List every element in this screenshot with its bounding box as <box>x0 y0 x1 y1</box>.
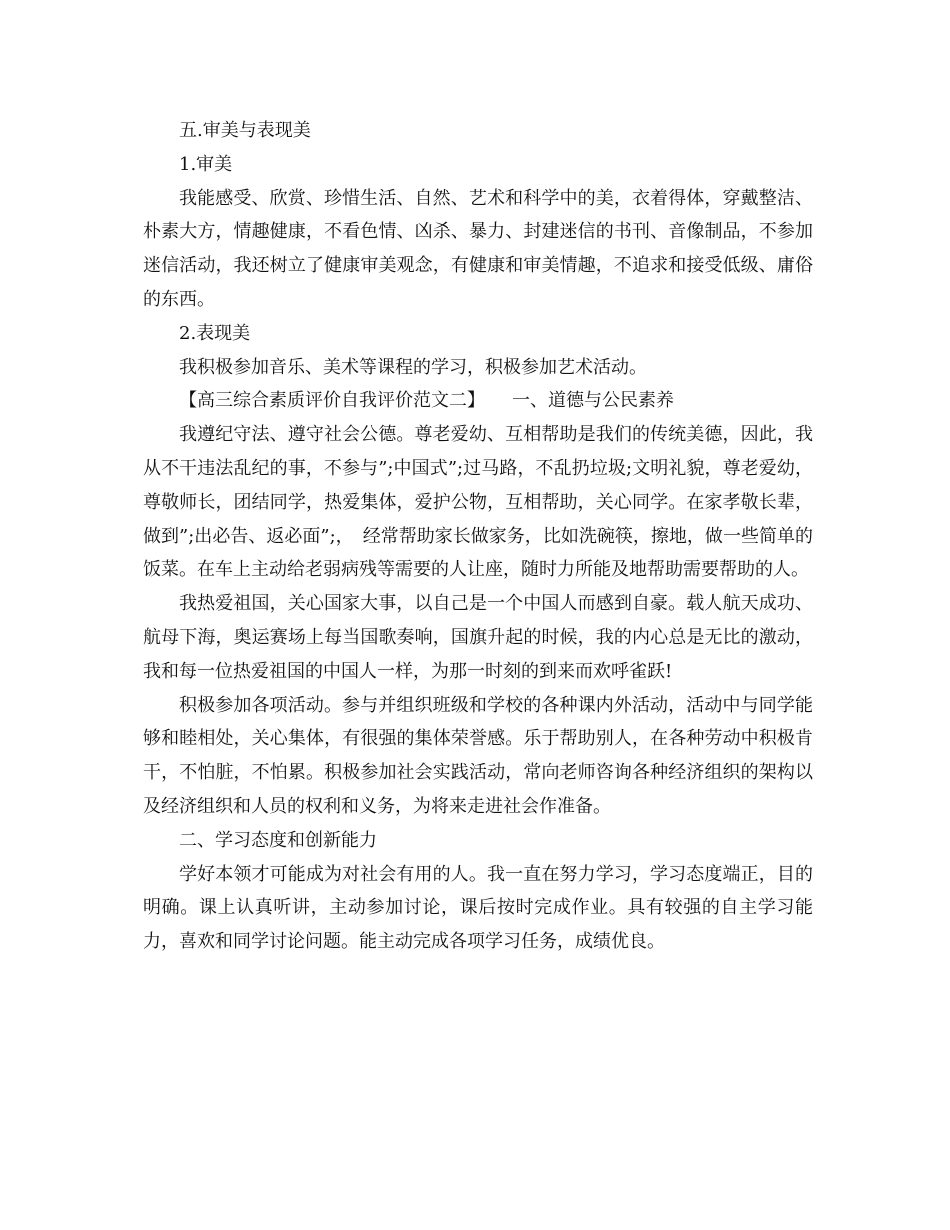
sample-title-and-section-heading: 【高三综合素质评价自我评价范文二】 一、道德与公民素养 <box>179 390 674 412</box>
paragraph-patriotism: 我热爱祖国，关心国家大事，以自己是一个中国人而感到自豪。载人航天成功、航母下海，奥运赛场上每当国歌奏响，国旗升起的时候，我的内心总是无比的激动，我和每一位热爱祖国的中国人一样，为那一时刻的到来而欢呼雀跃! <box>143 593 813 682</box>
document-body <box>143 114 813 959</box>
paragraph-law-and-ethics: 我遵纪守法、遵守社会公德。尊老爱幼、互相帮助是我们的传统美德，因此，我从不干违法乱纪的事，不参与”;中国式”;过马路，不乱扔垃圾;文明礼貌，尊老爱幼，尊敬师长，团结同学，热爱集体，爱护公物，互相帮助，关心同学。在家孝敬长辈，做到”;出必告、返必面”;， 经常帮助家长做家务，比如洗碗筷，擦地，做一些简单的饭菜。在车上主动给老弱病残等需要的人让座，随时力所能及地帮助需要帮助的人。 <box>143 424 813 581</box>
subheading-aesthetic-appreciation: 1.审美 <box>179 153 233 175</box>
paragraph-learning-attitude: 学好本领才可能成为对社会有用的人。我一直在努力学习，学习态度端正，目的明确。课上认真听讲，主动参加讨论，课后按时完成作业。具有较强的自主学习能力，喜欢和同学讨论问题。能主动完成各项学习任务，成绩优良。 <box>143 863 813 953</box>
subheading-expressing-beauty: 2.表现美 <box>179 322 251 344</box>
section-heading-learning-attitude: 二、学习态度和创新能力 <box>179 829 377 851</box>
paragraph-expressing-beauty: 我积极参加音乐、美术等课程的学习，积极参加艺术活动。 <box>179 356 647 378</box>
paragraph-activities: 积极参加各项活动。参与并组织班级和学校的各种课内外活动，活动中与同学能够和睦相处，关心集体，有很强的集体荣誉感。乐于帮助别人，在各种劳动中积极肯干，不怕脏，不怕累。积极参加社会实践活动，常向老师咨询各种经济组织的架构以及经济组织和人员的权利和义务，为将来走进社会作准备。 <box>143 694 813 817</box>
section-heading-aesthetics: 五.审美与表现美 <box>179 120 311 141</box>
paragraph-aesthetic-appreciation: 我能感受、欣赏、珍惜生活、自然、艺术和科学中的美，衣着得体，穿戴整洁、朴素大方，情趣健康，不看色情、凶杀、暴力、封建迷信的书刊、音像制品，不参加迷信活动，我还树立了健康审美观念，有健康和审美情趣，不追求和接受低级、庸俗的东西。 <box>143 187 813 310</box>
